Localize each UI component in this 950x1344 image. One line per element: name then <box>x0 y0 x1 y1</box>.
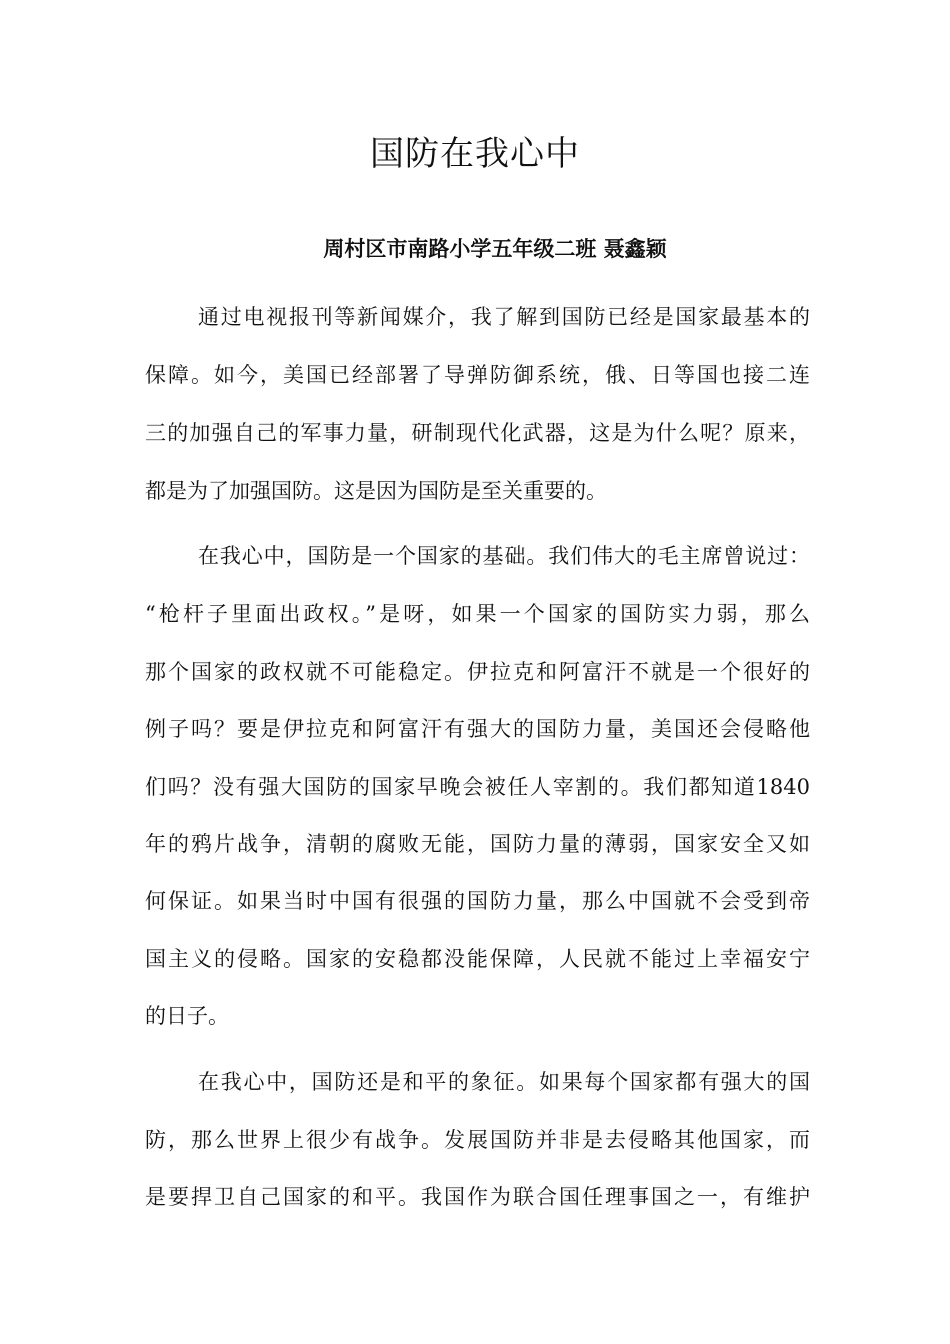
paragraph-2-line-5: 们吗？没有强大国防的国家早晚会被任人宰割的。我们都知道1840 <box>145 775 810 799</box>
document-title: 国防在我心中 <box>370 134 580 174</box>
paragraph-3-line-1: 在我心中，国防还是和平的象征。如果每个国家都有强大的国 <box>198 1070 810 1094</box>
paragraph-1-line-1: 通过电视报刊等新闻媒介，我了解到国防已经是国家最基本的 <box>198 305 810 329</box>
paragraph-1-line-3: 三的加强自己的军事力量，研制现代化武器，这是为什么呢？原来， <box>145 421 810 445</box>
paragraph-2-line-6: 年的鸦片战争，清朝的腐败无能，国防力量的薄弱，国家安全又如 <box>145 832 810 856</box>
paragraph-2-line-4: 例子吗？要是伊拉克和阿富汗有强大的国防力量，美国还会侵略他 <box>145 717 810 741</box>
paragraph-2-line-2: “枪杆子里面出政权。”是呀，如果一个国家的国防实力弱，那么 <box>145 602 810 626</box>
author-line: 周村区市南路小学五年级二班 聂鑫颖 <box>323 236 667 261</box>
paragraph-2-line-8: 国主义的侵略。国家的安稳都没能保障，人民就不能过上幸福安宁 <box>145 947 810 971</box>
paragraph-1-line-4: 都是为了加强国防。这是因为国防是至关重要的。 <box>145 479 607 503</box>
paragraph-2-line-1: 在我心中，国防是一个国家的基础。我们伟大的毛主席曾说过： <box>198 544 810 568</box>
paragraph-3-line-2: 防，那么世界上很少有战争。发展国防并非是去侵略其他国家，而 <box>145 1128 810 1152</box>
paragraph-2-line-9: 的日子。 <box>145 1004 229 1028</box>
paragraph-3-line-3: 是要捍卫自己国家的和平。我国作为联合国任理事国之一，有维护 <box>145 1185 810 1209</box>
paragraph-2-line-7: 何保证。如果当时中国有很强的国防力量，那么中国就不会受到帝 <box>145 889 810 913</box>
paragraph-2-line-3: 那个国家的政权就不可能稳定。伊拉克和阿富汗不就是一个很好的 <box>145 660 810 684</box>
paragraph-1-line-2: 保障。如今，美国已经部署了导弹防御系统，俄、日等国也接二连 <box>145 363 810 387</box>
